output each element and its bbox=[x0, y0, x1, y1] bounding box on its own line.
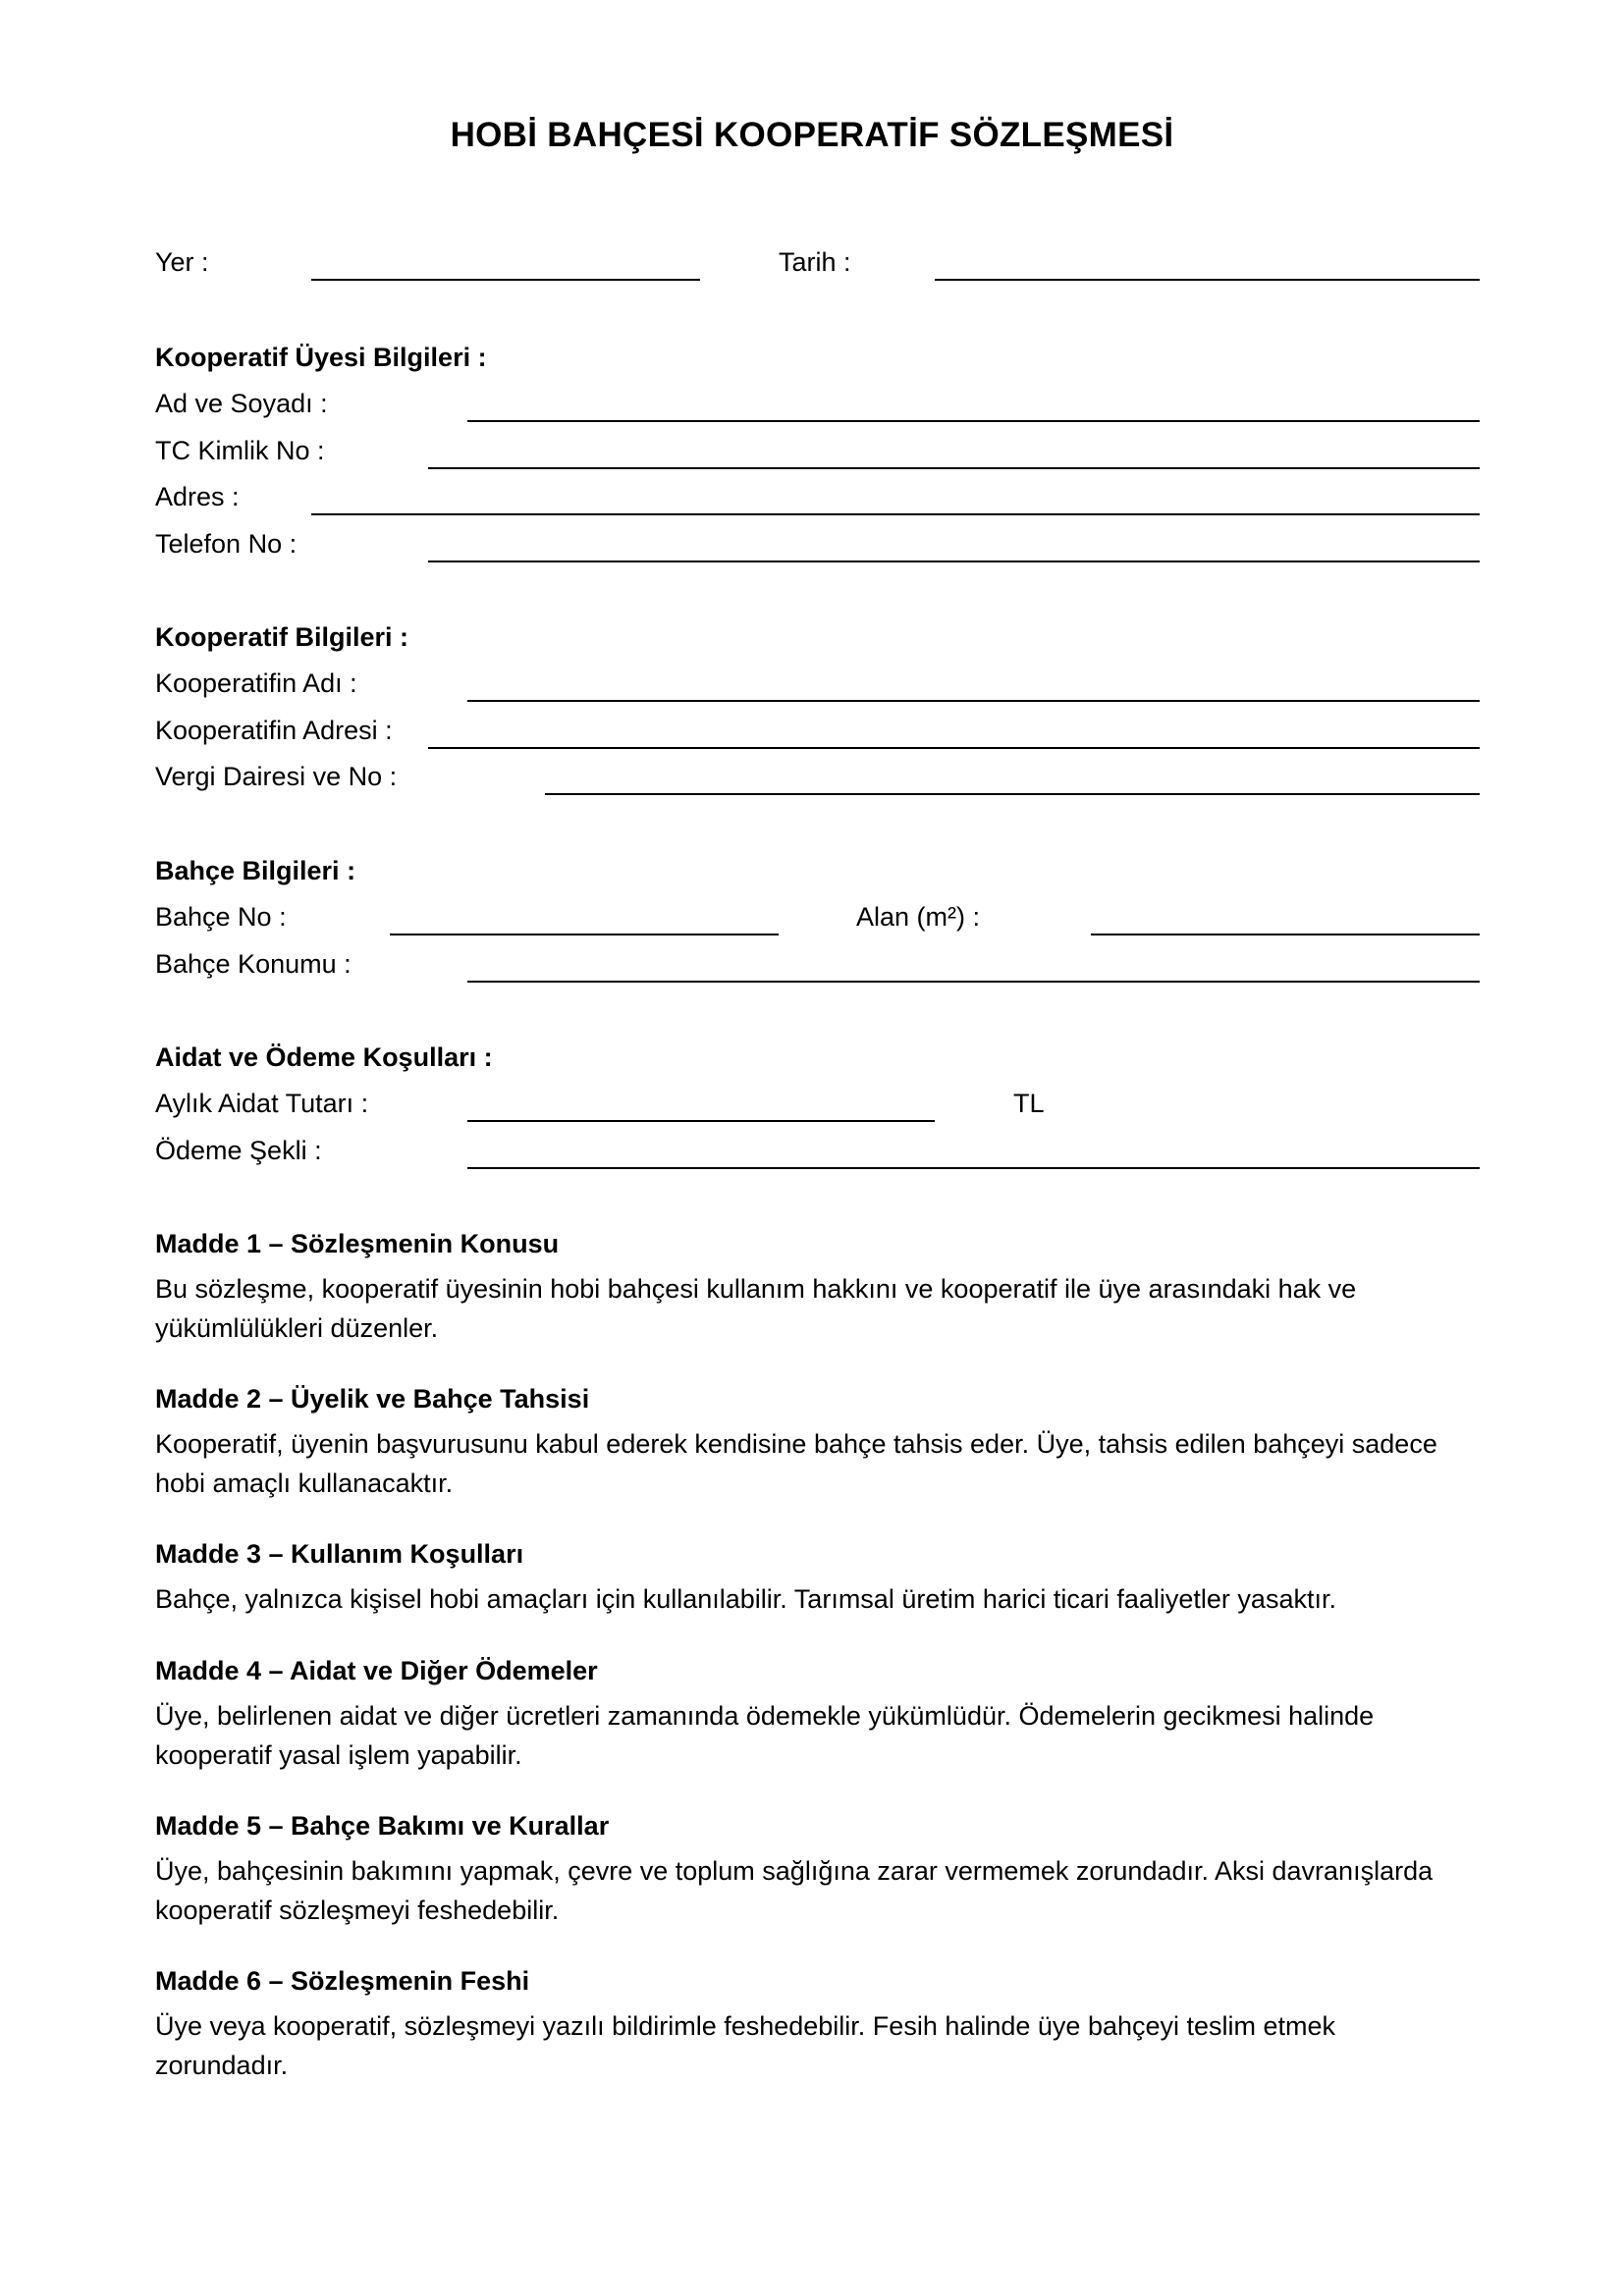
coop-name-field-line[interactable] bbox=[467, 700, 1480, 702]
member-section-heading: Kooperatif Üyesi Bilgileri : bbox=[155, 343, 487, 372]
article-4-text: Üye, belirlenen aidat ve diğer ücretleri zamanında ödemekle yükümlüdür. Ödemelerin gecikmesi halinde kooperatif yasal işlem yapabilir. bbox=[155, 1701, 1375, 1770]
member-name-field-line[interactable] bbox=[467, 420, 1480, 422]
member-name-label: Ad ve Soyadı : bbox=[155, 389, 328, 418]
member-phone-label: Telefon No : bbox=[155, 529, 298, 559]
article-6-heading: Madde 6 – Sözleşmenin Feshi bbox=[155, 1966, 530, 1996]
place-field-line[interactable] bbox=[311, 279, 700, 281]
member-address-field-line[interactable] bbox=[311, 513, 1480, 515]
member-id-field-line[interactable] bbox=[428, 467, 1480, 469]
member-phone-field-line[interactable] bbox=[428, 561, 1480, 562]
coop-tax-field-line[interactable] bbox=[545, 793, 1480, 795]
fee-field-line[interactable] bbox=[467, 1120, 935, 1122]
article-4-heading: Madde 4 – Aidat ve Diğer Ödemeler bbox=[155, 1656, 598, 1685]
payment-method-label: Ödeme Şekli : bbox=[155, 1136, 322, 1165]
coop-name-label: Kooperatifin Adı : bbox=[155, 668, 357, 698]
garden-location-field-line[interactable] bbox=[467, 981, 1480, 983]
garden-area-label: Alan (m²) : bbox=[856, 902, 981, 932]
garden-number-field-line[interactable] bbox=[390, 934, 779, 935]
member-address-label: Adres : bbox=[155, 482, 240, 511]
currency-label: TL bbox=[1013, 1089, 1045, 1118]
document-title: HOBİ BAHÇESİ KOOPERATİF SÖZLEŞMESİ bbox=[450, 116, 1174, 154]
garden-area-field-line[interactable] bbox=[1091, 934, 1480, 935]
article-5-heading: Madde 5 – Bahçe Bakımı ve Kurallar bbox=[155, 1811, 610, 1841]
garden-number-label: Bahçe No : bbox=[155, 902, 287, 932]
payment-method-field-line[interactable] bbox=[467, 1167, 1480, 1169]
fee-label: Aylık Aidat Tutarı : bbox=[155, 1089, 369, 1118]
date-field-line[interactable] bbox=[935, 279, 1480, 281]
garden-location-label: Bahçe Konumu : bbox=[155, 949, 352, 979]
article-2-heading: Madde 2 – Üyelik ve Bahçe Tahsisi bbox=[155, 1384, 590, 1414]
article-6-text: Üye veya kooperatif, sözleşmeyi yazılı bildirimle feshedebilir. Fesih halinde üye bahçeyi teslim etmek zorundadır. bbox=[155, 2011, 1336, 2080]
place-label: Yer : bbox=[155, 247, 209, 277]
payment-section-heading: Aidat ve Ödeme Koşulları : bbox=[155, 1042, 493, 1072]
coop-address-field-line[interactable] bbox=[428, 747, 1480, 749]
coop-tax-label: Vergi Dairesi ve No : bbox=[155, 762, 398, 791]
article-3-text: Bahçe, yalnızca kişisel hobi amaçları için kullanılabilir. Tarımsal üretim harici ticari faaliyetler yasaktır. bbox=[155, 1584, 1336, 1614]
article-1-heading: Madde 1 – Sözleşmenin Konusu bbox=[155, 1229, 560, 1258]
article-1-text: Bu sözleşme, kooperatif üyesinin hobi bahçesi kullanım hakkını ve kooperatif ile üye arasındaki hak ve yükümlülükleri düzenler. bbox=[155, 1274, 1357, 1343]
article-2-text: Kooperatif, üyenin başvurusunu kabul ederek kendisine bahçe tahsis eder. Üye, tahsis edilen bahçeyi sadece hobi amaçlı kullanacaktır. bbox=[155, 1429, 1437, 1498]
article-5-text: Üye, bahçesinin bakımını yapmak, çevre ve toplum sağlığına zarar vermemek zorundadır. Aksi davranışlarda kooperatif sözleşmeyi feshedebilir. bbox=[155, 1856, 1434, 1925]
date-label: Tarih : bbox=[779, 247, 851, 277]
coop-address-label: Kooperatifin Adresi : bbox=[155, 716, 393, 745]
article-3-heading: Madde 3 – Kullanım Koşulları bbox=[155, 1539, 524, 1569]
member-id-label: TC Kimlik No : bbox=[155, 436, 325, 465]
garden-section-heading: Bahçe Bilgileri : bbox=[155, 856, 356, 885]
coop-section-heading: Kooperatif Bilgileri : bbox=[155, 622, 409, 652]
